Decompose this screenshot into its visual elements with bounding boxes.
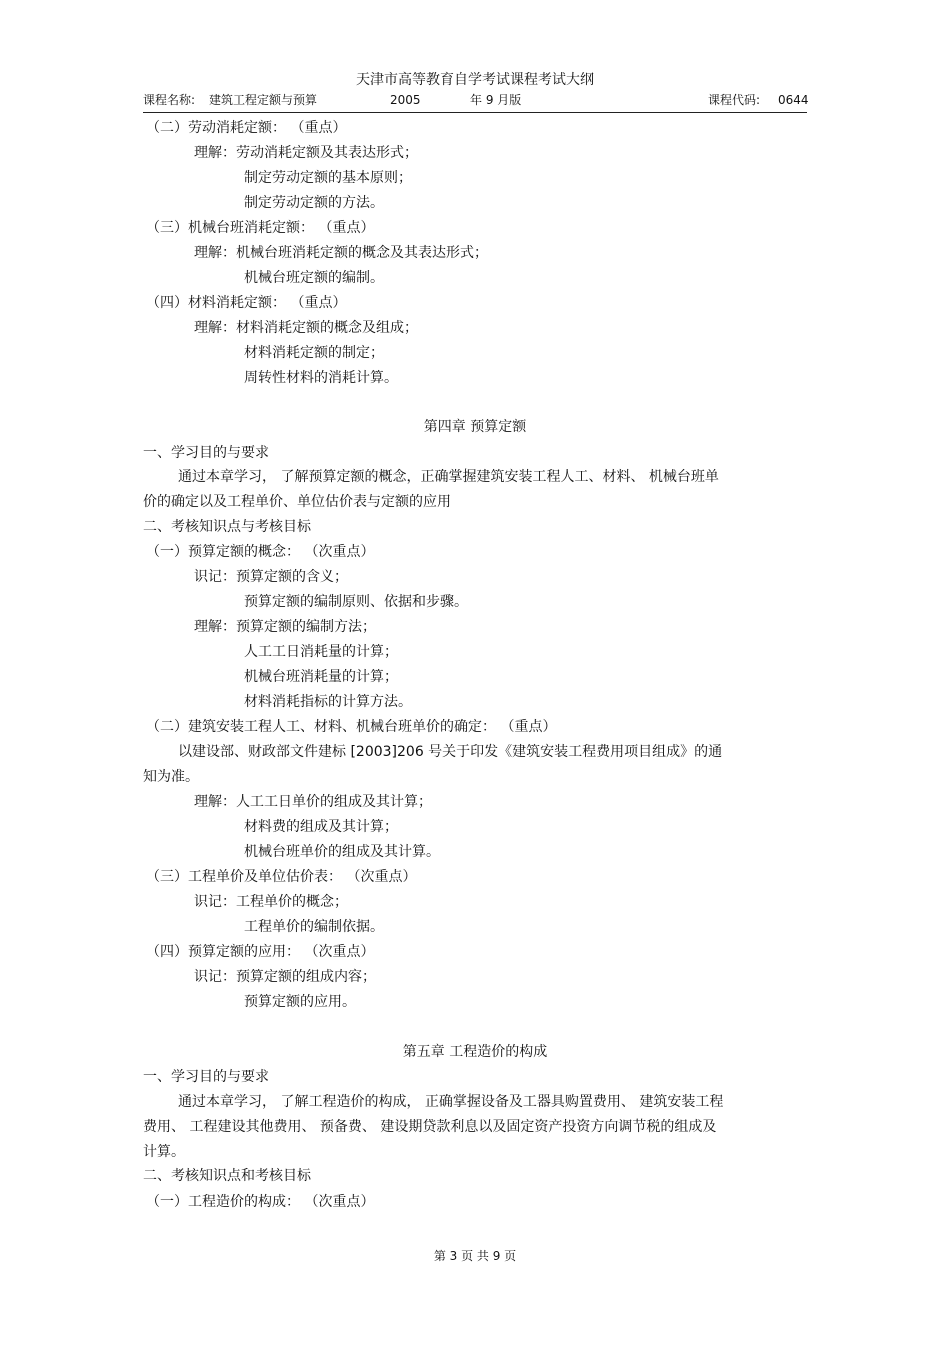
- body-line: 识记：预算定额的含义；: [194, 569, 348, 585]
- chapter-title: 第四章 预算定额: [423, 419, 527, 435]
- body-line: 理解：劳动消耗定额及其表达形式；: [194, 145, 418, 161]
- body-line: 制定劳动定额的方法。: [244, 195, 384, 211]
- course-code: 0644: [778, 93, 809, 107]
- body-line: 理解：机械台班消耗定额的概念及其表达形式；: [194, 245, 488, 261]
- section-heading: 二、考核知识点与考核目标: [143, 519, 311, 535]
- body-line: 理解：材料消耗定额的概念及组成；: [194, 320, 418, 336]
- body-line: 制定劳动定额的基本原则；: [244, 170, 412, 186]
- body-line: 材料消耗指标的计算方法。: [244, 694, 412, 710]
- body-line: 材料消耗定额的制定；: [244, 345, 384, 361]
- body-line: 识记：工程单价的概念；: [194, 894, 348, 910]
- body-line: 预算定额的编制原则、依据和步骤。: [244, 594, 468, 610]
- body-line: 预算定额的应用。: [244, 994, 356, 1010]
- body-line: 费用、 工程建设其他费用、 预备费、 建设期贷款利息以及固定资产投资方向调节税的组成及: [143, 1119, 717, 1135]
- document-title: 天津市高等教育自学考试课程考试大纲: [356, 72, 594, 88]
- chapter-title: 第五章 工程造价的构成: [402, 1044, 548, 1060]
- section-heading: 一、学习目的与要求: [143, 1069, 269, 1085]
- body-line: 知为准。: [143, 769, 199, 785]
- body-line: 通过本章学习， 了解工程造价的构成， 正确掌握设备及工器具购置费用、 建筑安装工程: [178, 1094, 724, 1110]
- body-line: 周转性材料的消耗计算。: [244, 370, 398, 386]
- section-heading: （二）劳动消耗定额： （重点）: [146, 120, 347, 136]
- body-line: 工程单价的编制依据。: [244, 919, 384, 935]
- section-heading: 一、学习目的与要求: [143, 445, 269, 461]
- course-name: 建筑工程定额与预算: [209, 93, 318, 107]
- body-line: 人工工日消耗量的计算；: [244, 644, 398, 660]
- body-line: 机械台班定额的编制。: [244, 270, 384, 286]
- page-number: 第 3 页 共 9 页: [433, 1249, 517, 1263]
- course-code-label: 课程代码:: [708, 93, 761, 107]
- body-line: 价的确定以及工程单价、单位估价表与定额的应用: [143, 494, 451, 510]
- body-line: 通过本章学习， 了解预算定额的概念，正确掌握建筑安装工程人工、材料、 机械台班单: [178, 469, 719, 485]
- section-heading: （三）机械台班消耗定额： （重点）: [146, 220, 375, 236]
- section-heading: （一）工程造价的构成： （次重点）: [146, 1194, 375, 1210]
- body-line: 计算。: [143, 1144, 185, 1160]
- edition-year: 2005: [390, 93, 421, 107]
- section-heading: 二、考核知识点和考核目标: [143, 1168, 311, 1184]
- body-line: 机械台班消耗量的计算；: [244, 669, 398, 685]
- body-line: 以建设部、财政部文件建标 [2003]206 号关于印发《建筑安装工程费用项目组成》的通: [178, 744, 723, 760]
- body-line: 材料费的组成及其计算；: [244, 819, 398, 835]
- section-heading: （四）预算定额的应用： （次重点）: [146, 944, 375, 960]
- edition-month: 年 9 月版: [470, 93, 522, 107]
- section-heading: （三）工程单价及单位估价表： （次重点）: [146, 869, 417, 885]
- course-name-label: 课程名称:: [143, 93, 196, 107]
- body-line: 识记：预算定额的组成内容；: [194, 969, 376, 985]
- section-heading: （二）建筑安装工程人工、材料、机械台班单价的确定： （重点）: [146, 719, 557, 735]
- header-rule: [143, 112, 807, 113]
- body-line: 理解：预算定额的编制方法；: [194, 619, 376, 635]
- body-line: 理解：人工工日单价的组成及其计算；: [194, 794, 432, 810]
- section-heading: （一）预算定额的概念： （次重点）: [146, 544, 375, 560]
- body-line: 机械台班单价的组成及其计算。: [244, 844, 440, 860]
- section-heading: （四）材料消耗定额： （重点）: [146, 295, 347, 311]
